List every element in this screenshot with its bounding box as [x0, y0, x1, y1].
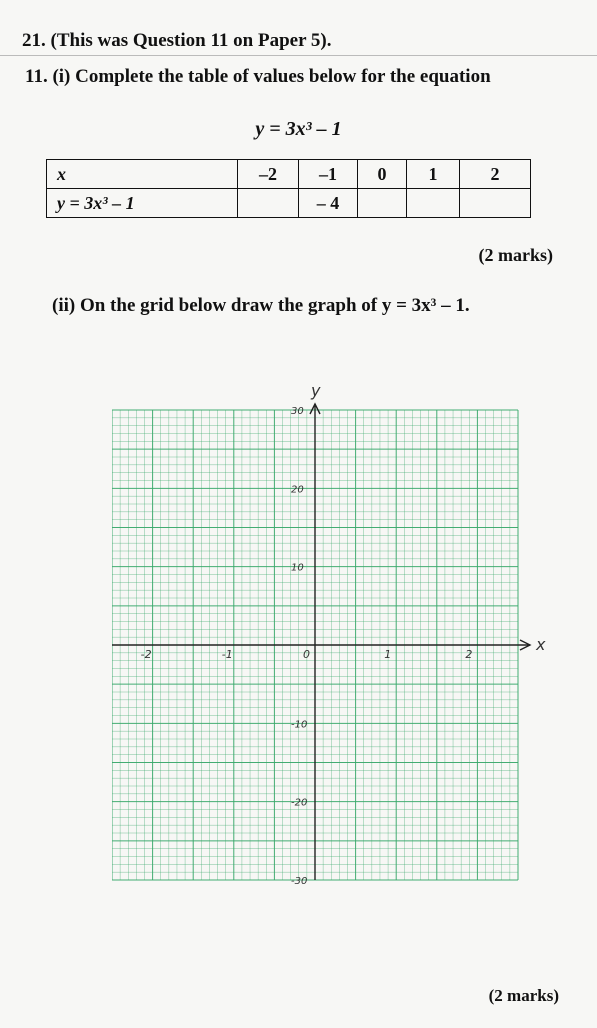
table-row-x [47, 160, 531, 189]
divider-line [0, 55, 597, 56]
y-cell[interactable]: – 4 [299, 189, 358, 218]
y-cell[interactable] [460, 189, 531, 218]
question-11-part-i: 11. (i) Complete the table of values below for the equation [25, 66, 491, 87]
equation: y = 3x³ – 1 [255, 118, 342, 140]
x-cell: 1 [407, 160, 460, 189]
marks-part-i: (2 marks) [478, 245, 553, 265]
y-cell[interactable] [358, 189, 407, 218]
graph-grid[interactable] [112, 385, 552, 895]
x-header: x [47, 160, 238, 189]
y-tick-label: -10 [291, 719, 308, 731]
x-cell: 0 [358, 160, 407, 189]
y-tick-label: 20 [291, 484, 304, 496]
y-cell[interactable] [238, 189, 299, 218]
question-21-heading: 21. (This was Question 11 on Paper 5). [22, 30, 332, 51]
x-tick-label: 2 [465, 648, 473, 661]
y-cell[interactable] [407, 189, 460, 218]
y-header: y = 3x³ – 1 [47, 189, 238, 218]
x-tick-label: -2 [140, 648, 152, 661]
marks-part-ii: (2 marks) [488, 986, 559, 1005]
y-tick-label: -30 [291, 876, 308, 887]
y-tick-label: 30 [291, 406, 304, 417]
values-table [46, 159, 531, 218]
x-tick-label: 0 [303, 648, 310, 661]
table-row-y [47, 189, 531, 218]
x-cell: –2 [238, 160, 299, 189]
y-tick-label: -20 [291, 797, 308, 809]
x-cell: 2 [460, 160, 531, 189]
y-tick-label: 10 [291, 562, 304, 574]
y-axis-label: y [311, 385, 321, 400]
question-11-part-ii: (ii) On the grid below draw the graph of y = 3x³ – 1. [52, 295, 470, 316]
x-axis-label: x [536, 635, 546, 654]
x-cell: –1 [299, 160, 358, 189]
x-tick-label: 1 [384, 648, 392, 661]
x-tick-label: -1 [221, 648, 233, 661]
